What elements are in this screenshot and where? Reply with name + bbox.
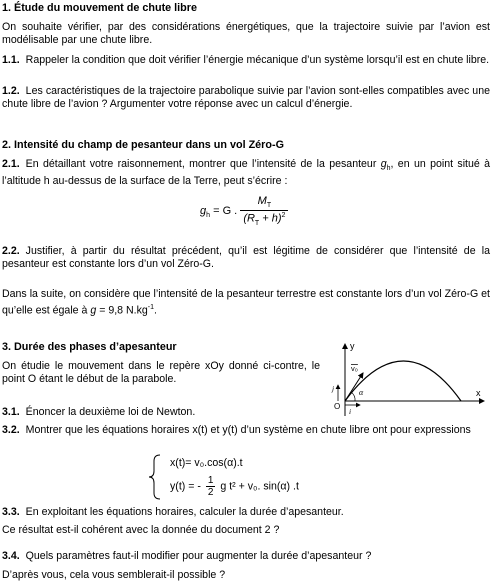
question-number: 3.2.	[2, 424, 20, 436]
g-symbol: g	[380, 158, 387, 170]
question-number: 3.4.	[2, 550, 20, 562]
question-3-2	[2, 424, 490, 437]
note-exponent: -1	[147, 304, 155, 311]
question-number: 3.1.	[2, 406, 20, 418]
question-text: En détaillant votre raisonnement, montrer que l’intensité de la pesanteur	[25, 158, 381, 170]
formula-numerator-sub: T	[266, 202, 272, 210]
question-3-1	[2, 406, 490, 419]
question-text: Énoncer la deuxième loi de Newton.	[25, 406, 196, 418]
question-number: 1.2.	[2, 85, 20, 97]
section-1-title: 1. Étude du mouvement de chute libre	[2, 2, 197, 14]
origin-label: O	[334, 402, 341, 411]
question-number: 3.3.	[2, 506, 20, 518]
i-label: i	[349, 407, 352, 416]
half-fraction	[206, 475, 216, 498]
g-subscript: h	[386, 165, 391, 173]
j-label: j	[332, 384, 335, 393]
curly-brace	[148, 453, 164, 501]
section-2-title: 2. Intensité du champ de pesanteur dans un vol Zéro-G	[2, 139, 284, 151]
formula-lhs: g	[200, 204, 207, 217]
question-text: Justifier, à partir du résultat précédent, qu’il est légitime de considérer que l’intensité de la pesanteur est constante lors d’un vol Zéro-G.	[2, 245, 490, 270]
formula-denominator-end: + h)	[259, 212, 282, 225]
formula-exponent: 2	[281, 212, 286, 220]
question-1-2	[2, 85, 490, 111]
half-numerator: 1	[207, 475, 214, 486]
question-1-1	[2, 54, 490, 67]
question-number: 2.1.	[2, 158, 20, 170]
question-text-cont: , en un point situé à l’altitude h au-dessus de la surface de la Terre, peut s’écrire :	[2, 158, 491, 188]
question-3-4	[2, 550, 490, 563]
question-number: 1.1.	[2, 54, 20, 66]
g-symbol: g	[90, 304, 97, 317]
half-denominator: 2	[207, 487, 214, 498]
equation-system	[148, 453, 328, 501]
question-text: Rappeler la condition que doit vérifier l’énergie mécanique d’un système lorsqu’il est en chute libre.	[25, 54, 490, 66]
question-text: Les caractéristiques de la trajectoire parabolique suivie par l’avion sont-elles compatibles avec une chute libre de l’avion ? Argumenter votre réponse avec un calcul d’énergie.	[2, 85, 490, 110]
formula-numerator: M	[257, 195, 267, 207]
formula-fraction	[240, 195, 288, 227]
equation-y-end: g t² + v₀. sin(α) .t	[220, 480, 299, 493]
section-3-intro: On étudie le mouvement dans le repère xOy donné ci-contre, le point O étant le début de la parabole.	[2, 360, 320, 385]
note-text: Dans la suite, on considère que l’intensité de la pesanteur terrestre est constante lors d’un vol Zéro-G et qu’elle est égale à	[2, 288, 490, 317]
x-axis-label: x	[476, 388, 481, 398]
alpha-label: α	[359, 388, 364, 397]
formula-equals: = G .	[213, 204, 238, 217]
question-3-3-follow: Ce résultat est-il cohérent avec la donnée du document 2 ?	[2, 524, 280, 536]
question-text: Quels paramètres faut-il modifier pour augmenter la durée d’apesanteur ?	[25, 550, 372, 562]
question-2-1	[2, 158, 490, 188]
formula-lhs-sub: h	[206, 212, 211, 220]
y-axis-label: y	[350, 341, 355, 351]
equation-y-start: y(t) = -	[170, 480, 201, 493]
equation-y	[170, 475, 299, 498]
equation-x: x(t)= v₀.cos(α).t	[170, 457, 243, 469]
question-3-3	[2, 506, 490, 519]
question-text: En exploitant les équations horaires, calculer la durée d’apesanteur.	[25, 506, 344, 518]
section-1-intro: On souhaite vérifier, par des considérations énergétiques, que la trajectoire suivie par l’avion est modélisable par une chute libre.	[2, 21, 490, 46]
question-3-4-follow: D’après vous, cela vous semblerait-il possible ?	[2, 569, 226, 581]
section-2-note	[2, 288, 490, 318]
note-value: = 9,8 N.kg	[96, 304, 148, 317]
question-number: 2.2.	[2, 245, 20, 257]
note-end: .	[154, 304, 157, 317]
section-3-title: 3. Durée des phases d’apesanteur	[2, 341, 177, 353]
gravity-formula	[200, 195, 288, 227]
question-2-2	[2, 245, 490, 271]
question-text: Montrer que les équations horaires x(t) et y(t) d’un système en chute libre ont pour expressions	[25, 424, 471, 436]
formula-denominator: (R	[243, 212, 255, 225]
formula-denominator-sub: T	[254, 220, 260, 228]
v0-label: v₀	[351, 364, 358, 373]
